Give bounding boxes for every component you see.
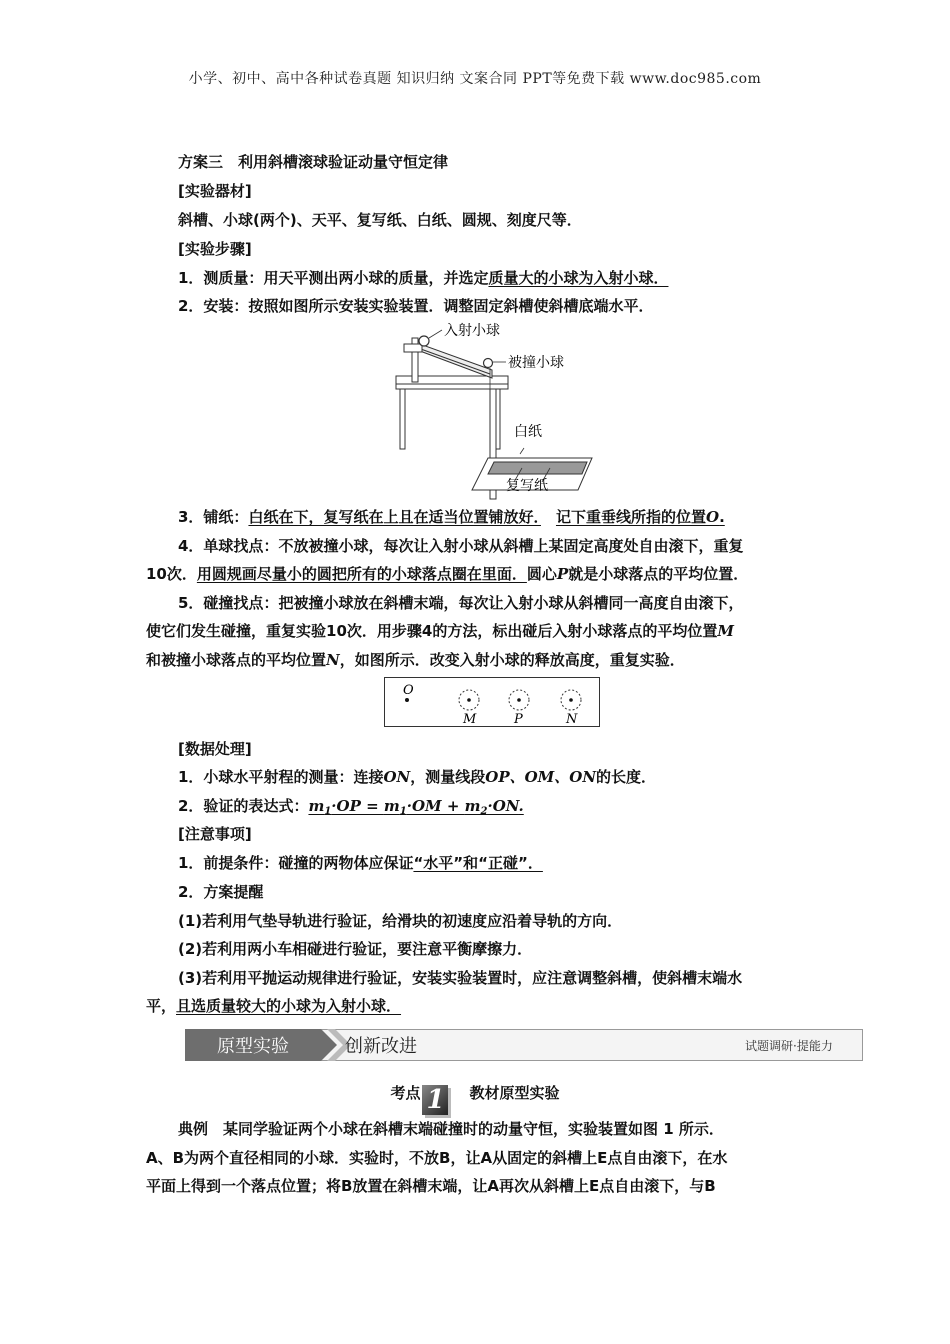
point-m-label: M	[463, 712, 477, 726]
step-5-line-3: 和被撞小球落点的平均位置N，如图所示．改变入射小球的释放高度，重复实验．	[146, 651, 685, 669]
kaodian-heading: 考点 1 教材原型实验	[390, 1084, 560, 1115]
example-line-1: 典例 某同学验证两个小球在斜槽末端碰撞时的动量守恒，实验装置如图 1 所示．	[178, 1120, 724, 1138]
note-2-2: (2)若利用两小车相碰进行验证，要注意平衡摩擦力．	[178, 940, 533, 958]
step-5-line-2: 使它们发生碰撞，重复实验10次．用步骤4的方法，标出碰后入射小球落点的平均位置M	[146, 622, 734, 640]
point-p-label: P	[514, 712, 523, 726]
apparatus-figure	[382, 318, 602, 500]
equipment-heading: [实验器材]	[178, 182, 252, 200]
banner-tag: 试题调研·提能力	[745, 1039, 833, 1053]
step-1: 1．测质量：用天平测出两小球的质量，并选定质量大的小球为入射小球．	[178, 269, 669, 287]
label-carbon-paper: 复写纸	[506, 478, 548, 494]
step-3: 3．铺纸：白纸在下，复写纸在上且在适当位置铺放好． 记下重垂线所指的位置O.	[178, 508, 725, 526]
point-o-label: O	[403, 683, 414, 698]
section-title: 方案三 利用斜槽滚球验证动量守恒定律	[178, 153, 449, 171]
note-2: 2．方案提醒	[178, 883, 264, 901]
point-o	[405, 698, 409, 702]
label-white-paper: 白纸	[514, 424, 542, 440]
section-banner	[185, 1029, 863, 1061]
kaodian-number: 1	[422, 1085, 448, 1115]
notes-heading: [注意事项]	[178, 825, 252, 843]
example-line-3: 平面上得到一个落点位置；将B放置在斜槽末端，让A再次从斜槽上E点自由滚下，与B	[146, 1177, 716, 1195]
banner-left-label: 原型实验	[217, 1036, 289, 1057]
step-5-line-1: 5．碰撞找点：把被撞小球放在斜槽末端，每次让入射小球从斜槽同一高度自由滚下，	[178, 594, 744, 612]
data-1: 1．小球水平射程的测量：连接ON，测量线段OP、OM、ON的长度．	[178, 768, 657, 786]
note-2-3-line-2: 平，且选质量较大的小球为入射小球．	[146, 997, 402, 1015]
note-1: 1．前提条件：碰撞的两物体应保证“水平”和“正碰”．	[178, 854, 543, 872]
data-2: 2．验证的表达式：$m_1\cdot OP = m_1\cdot OM + m_2\cdot ON$.	[178, 797, 524, 817]
label-incident-ball: 入射小球	[444, 323, 500, 339]
label-target-ball: 被撞小球	[508, 355, 564, 371]
step-2: 2．安装：按照如图所示安装实验装置．调整固定斜槽使斜槽底端水平．	[178, 297, 654, 315]
landing-points-figure	[384, 677, 600, 727]
data-heading: [数据处理]	[178, 740, 252, 758]
equipment-text: 斜槽、小球(两个)、天平、复写纸、白纸、圆规、刻度尺等．	[178, 211, 582, 229]
point-n-label: N	[566, 712, 578, 726]
target-ball	[484, 359, 493, 368]
incident-ball	[419, 336, 429, 346]
steps-heading: [实验步骤]	[178, 240, 252, 258]
example-line-2: A、B为两个直径相同的小球．实验时，不放B，让A从固定的斜槽上E点自由滚下，在水	[146, 1149, 728, 1167]
note-2-1: (1)若利用气垫导轨进行验证，给滑块的初速度应沿着导轨的方向．	[178, 912, 623, 930]
step-4-line-1: 4．单球找点：不放被撞小球，每次让入射小球从斜槽上某固定高度处自由滚下，重复	[178, 537, 744, 555]
note-2-3-line-1: (3)若利用平抛运动规律进行验证，安装实验装置时，应注意调整斜槽，使斜槽末端水	[178, 969, 743, 987]
step-4-line-2: 10次．用圆规画尽量小的圆把所有的小球落点圈在里面．圆心P就是小球落点的平均位置．	[146, 565, 749, 583]
page-header: 小学、初中、高中各种试卷真题 知识归纳 文案合同 PPT等免费下载 www.doc985.com	[188, 71, 762, 87]
formula: $m_1\cdot OP = m_1\cdot OM + m_2\cdot ON$.	[308, 797, 524, 817]
banner-right-label: 创新改进	[345, 1036, 417, 1057]
